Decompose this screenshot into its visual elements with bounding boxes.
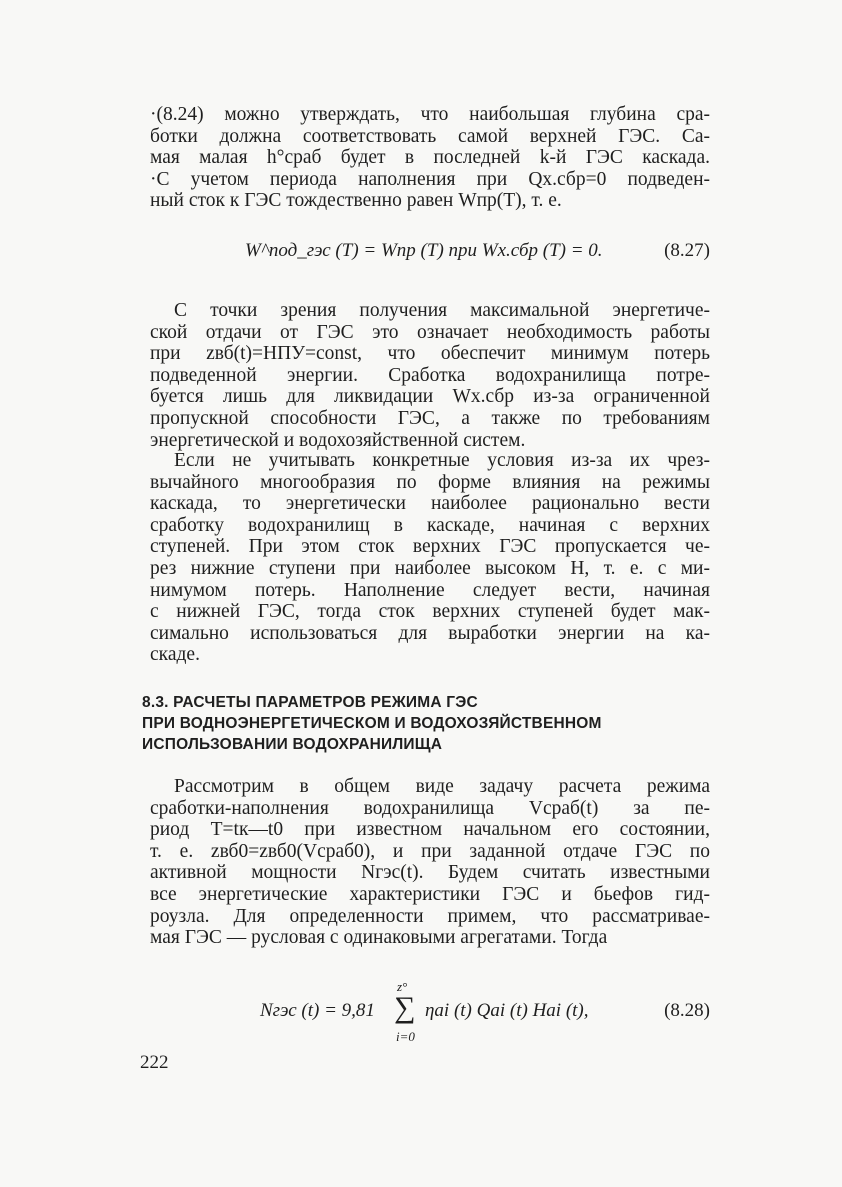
text-line: нимумом потерь. Наполнение следует вести, начиная — [150, 579, 710, 601]
heading-line: 8.3. РАСЧЕТЫ ПАРАМЕТРОВ РЕЖИМА ГЭС — [142, 694, 478, 711]
paragraph-3 — [150, 450, 710, 666]
formula-number: (8.27) — [664, 240, 710, 261]
formula-rhs: ηаi (t) Qаi (t) Hаi (t), — [425, 1000, 589, 1021]
text-line: сработку водохранилищ в каскаде, начиная с верхних — [150, 514, 710, 536]
text-line: все энергетические характеристики ГЭС и бьефов гид- — [150, 883, 710, 905]
sum-symbol: ∑ — [394, 991, 416, 1024]
intro-paragraph — [150, 104, 710, 212]
text-line: активной мощности Nгэс(t). Будем считать известными — [150, 862, 710, 884]
text-line: риод T=tк—t0 при известном начальном его состоянии, — [150, 819, 710, 841]
paragraph-2 — [150, 300, 710, 451]
text-line: мая малая h°сраб будет в последней k-й ГЭС каскада. — [150, 147, 710, 169]
text-line: сработки-наполнения водохранилища Vсраб(t) за пе- — [150, 797, 710, 819]
text-line: ·(8.24) можно утверждать, что наибольшая глубина сра- — [150, 104, 710, 125]
text-line: роузла. Для определенности примем, что рассматривае- — [150, 905, 710, 927]
text-line: энергетической и водохозяйственной систем. — [150, 429, 526, 451]
text-line: вычайного многообразия по форме влияния на режимы — [150, 471, 710, 493]
text-line: при zвб(t)=НПУ=const, что обеспечит минимум потерь — [150, 343, 710, 365]
text-line: мая ГЭС — русловая с одинаковыми агрегатами. Тогда — [150, 927, 608, 949]
text-line: т. е. zвб0=zвб0(Vсраб0), и при заданной отдаче ГЭС по — [150, 840, 710, 862]
formula-8-28 — [150, 979, 710, 1045]
paragraph-4 — [150, 776, 710, 949]
heading-line: ПРИ ВОДНОЭНЕРГЕТИЧЕСКОМ И ВОДОХОЗЯЙСТВЕННОМ — [142, 715, 602, 732]
text-line: Рассмотрим в общем виде задачу расчета режима — [174, 776, 710, 797]
text-line: рез нижние ступени при наиболее высоком H, т. е. с ми- — [150, 557, 710, 579]
text-line: ступеней. При этом сток верхних ГЭС пропускается че- — [150, 536, 710, 558]
formula-number: (8.28) — [664, 1000, 710, 1021]
formula-expression: W^под_гэс (T) = Wпр (T) при Wх.сбр (T) = 0. — [245, 240, 603, 261]
formula-8-27 — [150, 240, 710, 270]
text-line: ный сток к ГЭС тождественно равен Wпр(T), т. е. — [150, 190, 562, 212]
text-line: С точки зрения получения максимальной энергетиче- — [174, 300, 710, 321]
text-line: Если не учитывать конкретные условия из-за их чрез- — [174, 450, 710, 471]
text-line: ·С учетом периода наполнения при Qх.сбр=0 подведен- — [150, 168, 710, 190]
text-line: подведенной энергии. Сработка водохранилища потре- — [150, 364, 710, 386]
text-line: скаде. — [150, 644, 200, 666]
formula-lhs: Nгэс (t) = 9,81 — [260, 1000, 375, 1021]
text-line: каскада, то энергетически наиболее рационально вести — [150, 493, 710, 515]
heading-line: ИСПОЛЬЗОВАНИИ ВОДОХРАНИЛИЩА — [142, 736, 443, 753]
sum-upper-limit: z° — [397, 979, 408, 994]
section-heading — [142, 692, 702, 755]
text-line: ской отдачи от ГЭС это означает необходимость работы — [150, 321, 710, 343]
text-line: пропускной способности ГЭС, а также по требованиям — [150, 407, 710, 429]
sum-lower-limit: i=0 — [396, 1029, 415, 1044]
text-line: с нижней ГЭС, тогда сток верхних ступеней будет мак- — [150, 601, 710, 623]
text-line: буется лишь для ликвидации Wх.сбр из-за ограниченной — [150, 386, 710, 408]
page-number: 222 — [140, 1052, 169, 1073]
text-line: симально использоваться для выработки энергии на ка- — [150, 622, 710, 644]
text-line: ботки должна соответствовать самой верхней ГЭС. Са- — [150, 125, 710, 147]
